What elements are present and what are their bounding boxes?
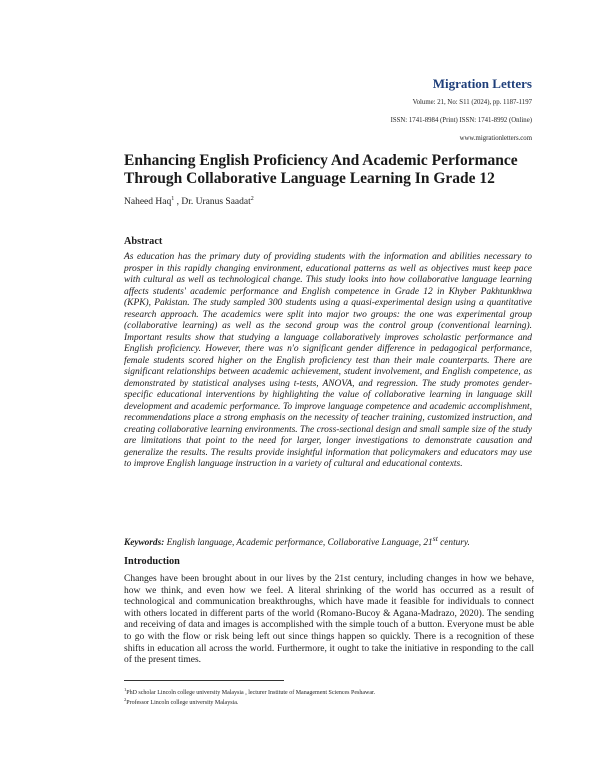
footnote-1 [124, 687, 375, 696]
footnote-2-mark: 2 [124, 697, 127, 702]
abstract-text: As education has the primary duty of providing students with the information and abilities necessary to prosper in this rapidly changing environment, educational patterns as well as objectives must keep pace with cultural as well as technological change. This study looks into how collaborative language learning affects students' academic performance and English competence in Grade 12 in Khyber Pakhtunkhwa (KPK), Pakistan. The study sampled 300 students using a quasi-experimental design using a quantitative research approach. The academics were split into major two groups: the one was experimental group (collaborative learning) as well as the second group was the control group (conventional learning). Important results show that studying a language collaboratively improves scholastic performance and English proficiency. However, there was n'o significant gender difference in pedagogical performance, female students scored higher on the English proficiency test than their male counterparts. There are significant relationships between academic achievement, student involvement, and English competence, as demonstrated by statistical analyses using t-tests, ANOVA, and regression. The study promotes gender-specific educational interventions by highlighting the value of collaborative learning in language skill development and academic performance. To improve language competence and academic accomplishment, recommendations place a strong emphasis on the necessity of teacher training, customized instruction, and creating collaborative learning environments. The cross-sectional design and small sample size of the study are limitations that point to the need for larger, longer investigations to demonstrate causation and generalize the results. The results provide insightful information that policymakers and educators may use to improve English language instruction in a variety of cultural and educational contexts. [124, 252, 532, 469]
issn-info: ISSN: 1741-8984 (Print) ISSN: 1741-8992 (Online) [390, 117, 532, 124]
footnote-divider [124, 680, 284, 681]
abstract-heading: Abstract [124, 236, 163, 247]
keywords-text: English language, Academic performance, Collaborative Language, 21 [164, 538, 433, 549]
volume-info: Volume: 21, No: S11 (2024), pp. 1187-1197 [412, 99, 532, 106]
author-2: Uranus Saadat [195, 197, 251, 208]
footnote-1-mark: 1 [124, 687, 127, 692]
author-2-mark: 2 [250, 196, 254, 202]
paper-title: Enhancing English Proficiency And Academic Performance Through Collaborative Language Learning In Grade 12 [124, 152, 518, 187]
author-1-mark: 1 [171, 196, 175, 202]
introduction-text: Changes have been brought about in our lives by the 21st century, including changes in how we behave, how we think, and even how we feel. A literal shrinking of the world has occurred as a result of technological and communication breakthroughs, which have made it feasible for individuals to connect with others located in different parts of the world (Romano-Bucoy & Agana-Madrazo, 2020). The sending and receiving of data and images is accomplished with the simple touch of a button. Everyone must be able to go with the flow or risk being left out since things happen so quickly. There is a recognition of these shifts in education all across the world. Furthermore, it ought to take the initiative in responding to the call of the present times. [124, 574, 534, 666]
keywords-label: Keywords: [124, 538, 165, 549]
author-line [124, 196, 254, 207]
keywords-line [124, 534, 544, 548]
footnote-1-text: PhD scholar Lincoln college university Malaysia , lecturer Institute of Management Sciences Peshawar. [126, 690, 376, 696]
keywords-sup: st [432, 534, 438, 543]
introduction-heading: Introduction [124, 556, 180, 567]
journal-website: www.migrationletters.com [459, 135, 532, 142]
author-separator: , Dr. [174, 197, 196, 208]
footnote-2-text: Professor Lincoln college university Malaysia. [126, 700, 239, 706]
journal-name: Migration Letters [432, 76, 532, 91]
author-1: Naheed Haq [124, 197, 172, 208]
footnote-2 [124, 697, 238, 706]
keywords-end: century. [437, 538, 470, 549]
